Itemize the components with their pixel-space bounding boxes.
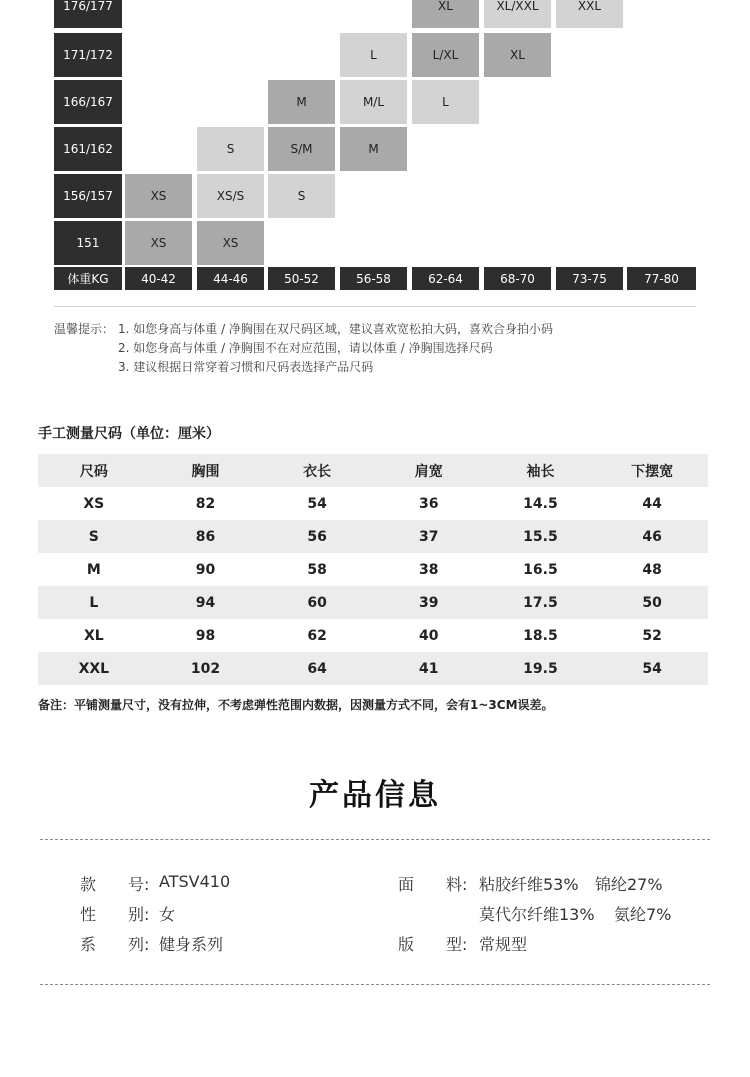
header-cell: 衣长 (261, 454, 373, 487)
fit-value: 常规型 (479, 935, 528, 954)
table-cell: 60 (261, 586, 373, 619)
size-cell: L (340, 33, 407, 77)
table-cell: 37 (373, 520, 485, 553)
height-label: 151 (54, 221, 122, 265)
dashed-divider-bottom (40, 984, 710, 985)
size-cell: XXL (556, 0, 623, 28)
size-cell: M (340, 127, 407, 171)
weight-range: 77-80 (627, 267, 696, 290)
header-cell: 尺码 (38, 454, 150, 487)
measure-note: 备注：平铺测量尺寸，没有拉伸，不考虑弹性范围内数据，因测量方式不同，会有1~3CM误差。 (38, 698, 554, 712)
header-cell: 下摆宽 (596, 454, 708, 487)
size-cell: XS (125, 221, 192, 265)
height-label: 161/162 (54, 127, 122, 171)
size-cell: XL (412, 0, 479, 28)
table-row (38, 553, 708, 586)
table-cell: 94 (150, 586, 262, 619)
fabric-value-2b: 氨纶7% (614, 905, 672, 924)
table-cell: 39 (373, 586, 485, 619)
size-cell: XS (197, 221, 264, 265)
size-grid (0, 0, 750, 300)
size-cell: S (197, 127, 264, 171)
table-cell: 90 (195, 561, 216, 578)
item-no-key: 款 号: (80, 875, 150, 894)
fabric-value-1a: 粘胶纤维53% (479, 875, 579, 894)
gender-key: 性 别: (80, 905, 150, 924)
table-cell: 50 (596, 586, 708, 619)
tip-line-1: 1. 如您身高与体重 / 净胸围在双尺码区域，建议喜欢宽松拍大码，喜欢合身拍小码 (118, 322, 553, 336)
size-cell: XS/S (197, 174, 264, 218)
table-cell: 54 (307, 495, 327, 512)
table-cell: 15.5 (485, 520, 597, 553)
table-cell: 41 (373, 652, 485, 685)
fit-key: 版 型: (398, 935, 468, 954)
table-cell: XXL (38, 652, 150, 685)
table-cell: 18.5 (523, 627, 558, 644)
weight-range: 62-64 (412, 267, 479, 290)
height-label: 166/167 (54, 80, 122, 124)
table-cell: XS (83, 495, 105, 512)
table-cell: 48 (642, 561, 662, 578)
weight-range: 68-70 (484, 267, 551, 290)
series-key: 系 列: (80, 935, 150, 954)
weight-range: 40-42 (125, 267, 192, 290)
table-row (38, 487, 708, 520)
weight-range: 50-52 (268, 267, 335, 290)
table-row (38, 619, 708, 652)
tip-line-2: 2. 如您身高与体重 / 净胸围不在对应范围，请以体重 / 净胸围选择尺码 (118, 341, 493, 355)
size-cell: M (268, 80, 335, 124)
table-cell: S (38, 520, 150, 553)
dashed-divider-top (40, 839, 710, 840)
fabric-value-1b: 锦纶27% (595, 875, 663, 894)
size-cell: S/M (268, 127, 335, 171)
weight-range: 73-75 (556, 267, 623, 290)
table-row (38, 520, 708, 553)
table-cell: M (86, 561, 101, 578)
table-cell: 86 (150, 520, 262, 553)
table-cell: 36 (419, 495, 439, 512)
table-cell: XL (83, 627, 104, 644)
size-cell: S (268, 174, 335, 218)
gender-value: 女 (159, 905, 176, 924)
table-cell: 54 (596, 652, 708, 685)
fabric-key: 面 料: (398, 875, 468, 894)
table-cell: 64 (261, 652, 373, 685)
table-cell: 56 (261, 520, 373, 553)
table-cell: L (38, 586, 150, 619)
header-cell: 胸围 (150, 454, 262, 487)
header-cell: 袖长 (485, 454, 597, 487)
size-cell: M/L (340, 80, 407, 124)
measure-title: 手工测量尺码（单位：厘米） (38, 426, 220, 442)
height-label: 176/177 (54, 0, 122, 28)
table-cell: 44 (642, 495, 662, 512)
product-info-title: 产品信息 (309, 778, 441, 813)
table-cell: 46 (596, 520, 708, 553)
table-cell: 62 (307, 627, 327, 644)
tips-label: 温馨提示： (54, 322, 115, 336)
weight-range: 44-46 (197, 267, 264, 290)
table-cell: 98 (195, 627, 216, 644)
table-cell: 58 (307, 561, 327, 578)
size-cell: XL (484, 33, 551, 77)
table-row (38, 652, 708, 685)
weight-range: 56-58 (340, 267, 407, 290)
table-cell: 17.5 (485, 586, 597, 619)
size-cell: XS (125, 174, 192, 218)
table-cell: 82 (195, 495, 216, 512)
divider (54, 306, 696, 307)
height-label: 171/172 (54, 33, 122, 77)
table-row (38, 586, 708, 619)
size-cell: L (412, 80, 479, 124)
table-cell: 16.5 (523, 561, 558, 578)
table-header-row (38, 454, 708, 487)
height-label: 156/157 (54, 174, 122, 218)
table-cell: 38 (419, 561, 439, 578)
size-cell: XL/XXL (484, 0, 551, 28)
size-cell: L/XL (412, 33, 479, 77)
table-cell: 19.5 (485, 652, 597, 685)
table-cell: 40 (419, 627, 439, 644)
tip-line-3: 3. 建议根据日常穿着习惯和尺码表选择产品尺码 (118, 360, 374, 374)
fabric-value-2a: 莫代尔纤维13% (479, 905, 595, 924)
table-cell: 14.5 (523, 495, 558, 512)
table-cell: 102 (150, 652, 262, 685)
table-cell: 52 (642, 627, 662, 644)
weight-label: 体重KG (54, 267, 122, 290)
measure-table (38, 454, 708, 685)
item-no-value: ATSV410 (159, 872, 231, 891)
series-value: 健身系列 (159, 935, 224, 954)
header-cell: 肩宽 (373, 454, 485, 487)
